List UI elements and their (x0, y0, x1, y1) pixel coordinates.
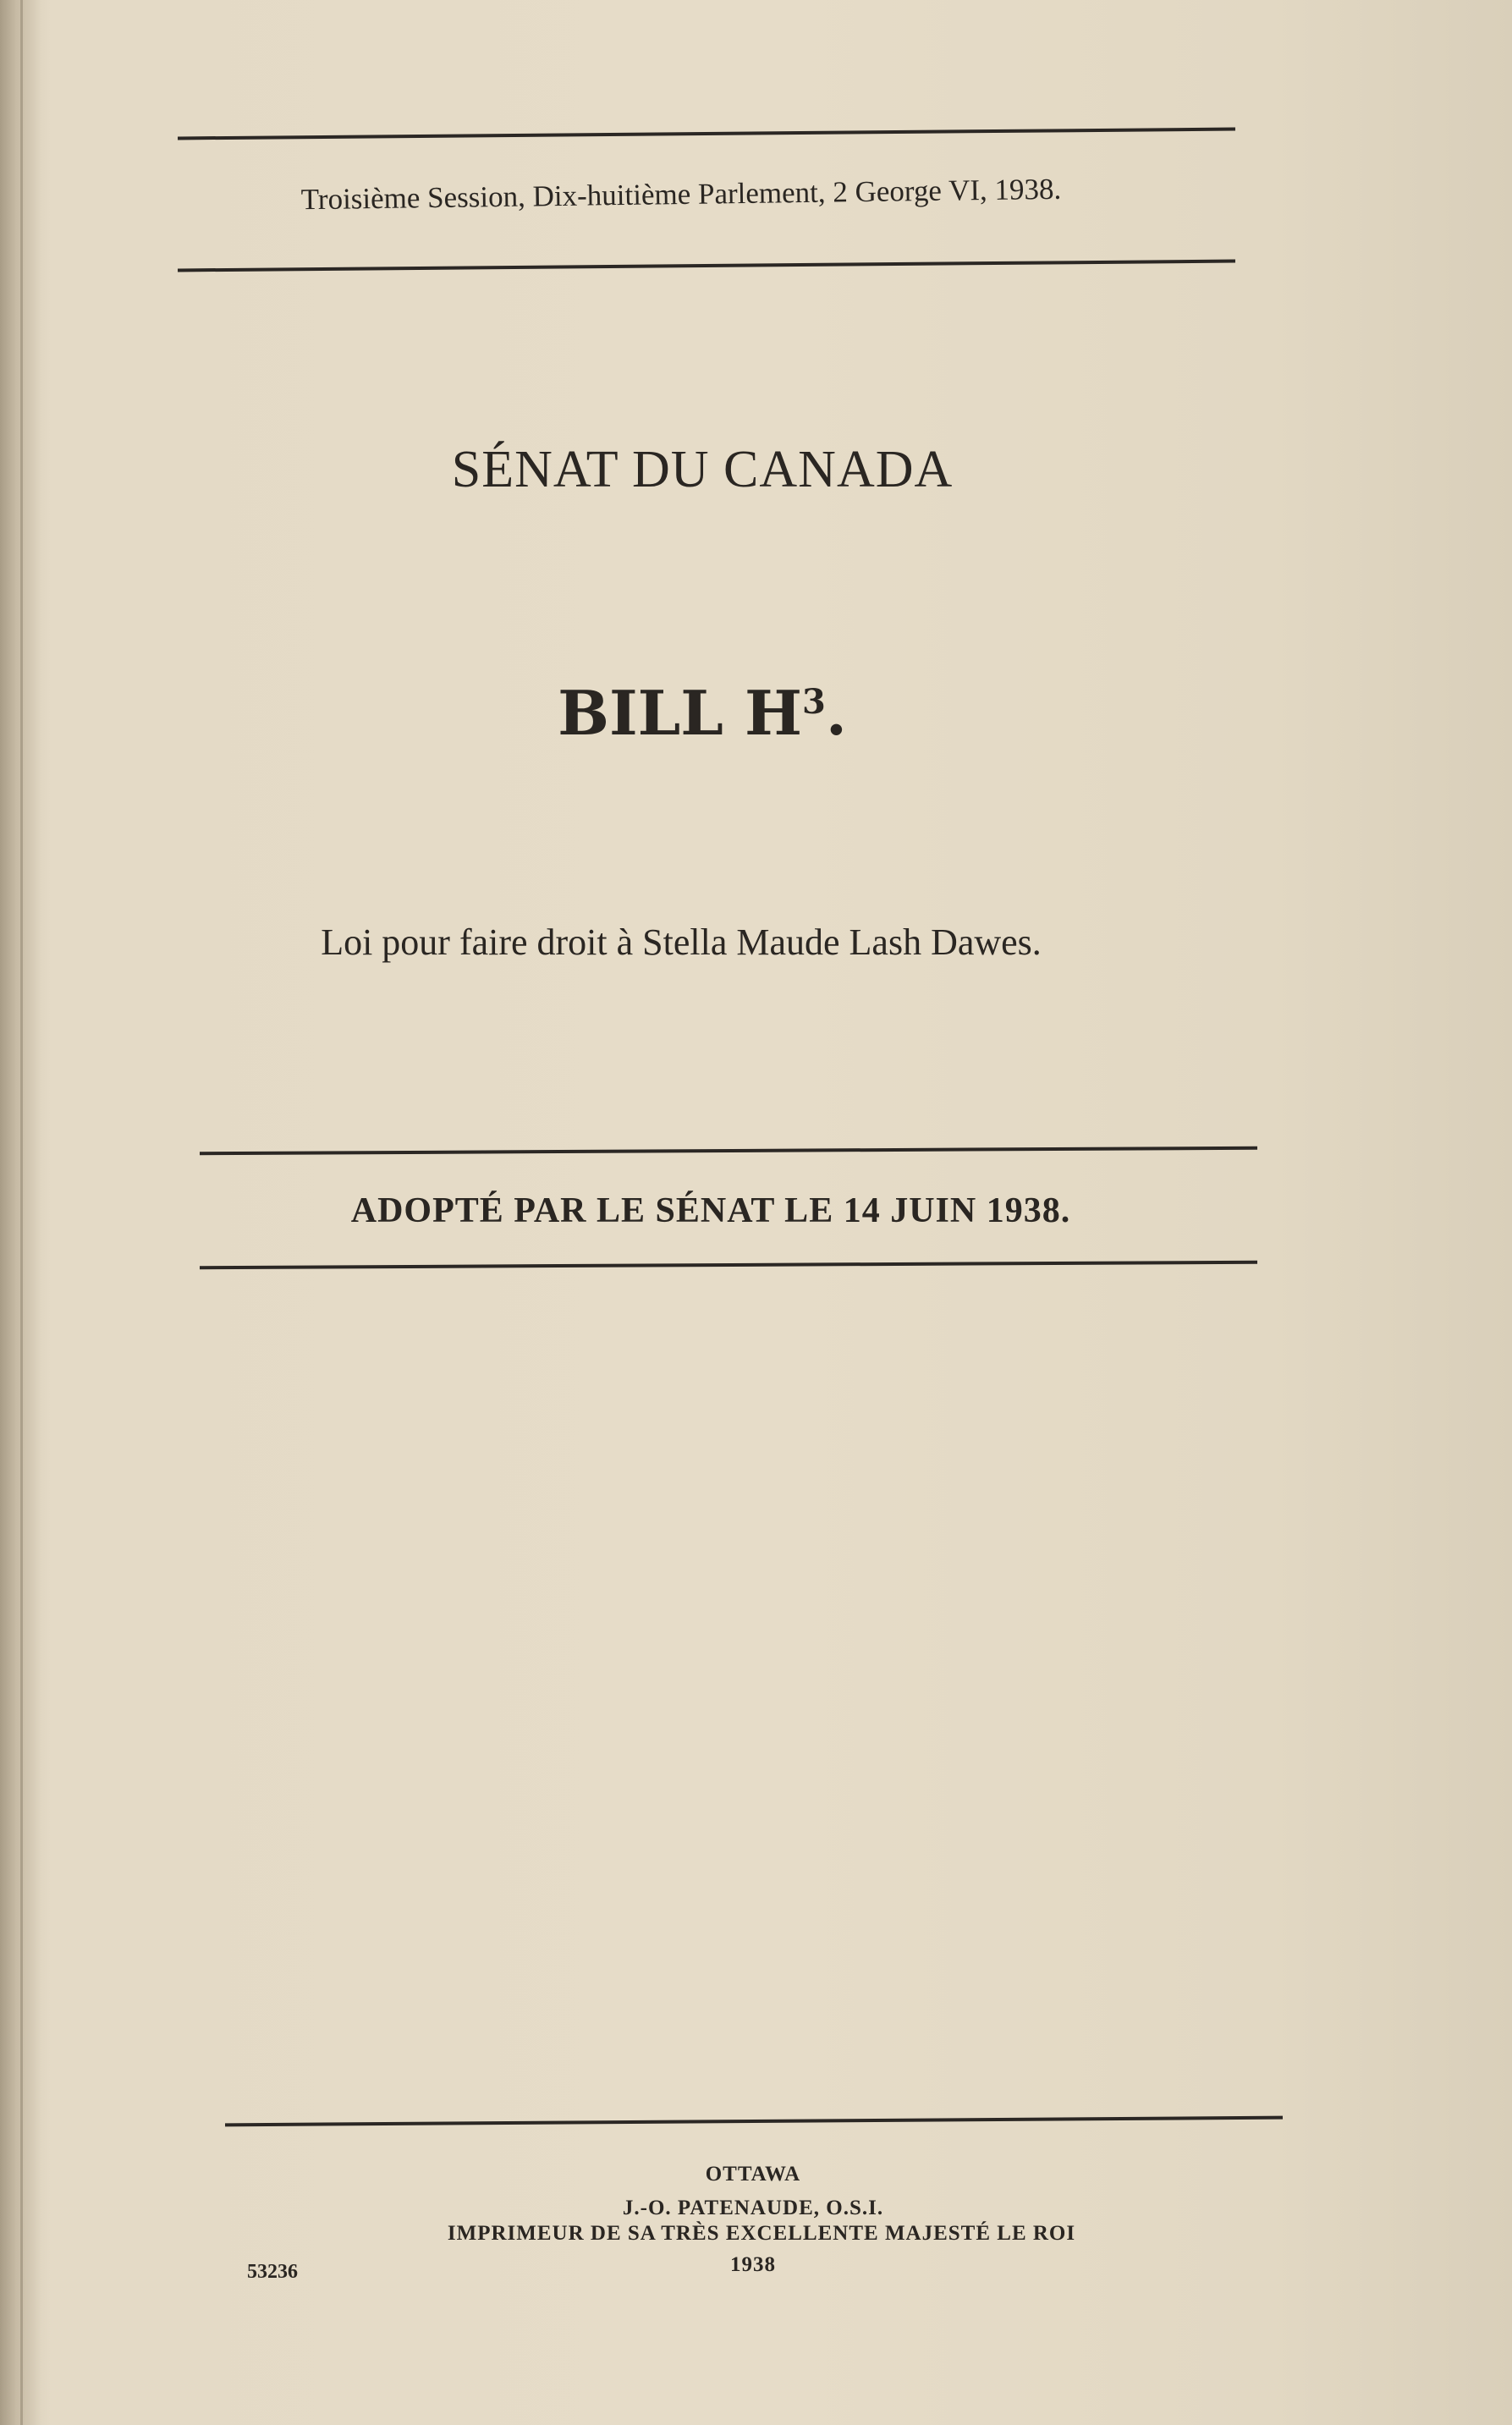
document-number: 53236 (247, 2261, 298, 2283)
bill-period: . (825, 677, 847, 749)
header-top-rule (178, 128, 1235, 140)
publisher-rule (225, 2116, 1283, 2127)
publisher-printer: J.-O. PATENAUDE, O.S.I. (622, 2197, 884, 2219)
publisher-year: 1938 (730, 2253, 776, 2276)
status-top-rule (200, 1147, 1257, 1156)
status-bottom-rule (200, 1261, 1257, 1270)
adoption-status: ADOPTÉ PAR LE SÉNAT LE 14 JUIN 1938. (350, 1191, 1071, 1230)
publisher-title: IMPRIMEUR DE SA TRÈS EXCELLENTE MAJESTÉ LE ROI (447, 2222, 1076, 2245)
session-line: Troisième Session, Dix-huitième Parlement, 2 George VI, 1938. (300, 172, 1062, 217)
senate-heading: SÉNAT DU CANADA (451, 441, 954, 498)
header-bottom-rule (178, 260, 1235, 272)
bill-title (406, 677, 998, 749)
publisher-city: OTTAWA (705, 2163, 801, 2186)
bill-description: Loi pour faire droit à Stella Maude Lash Dawes. (321, 921, 1042, 963)
spine-line (20, 0, 23, 2425)
bill-superscript: 3 (801, 682, 826, 722)
bill-name: BILL H (558, 677, 802, 749)
